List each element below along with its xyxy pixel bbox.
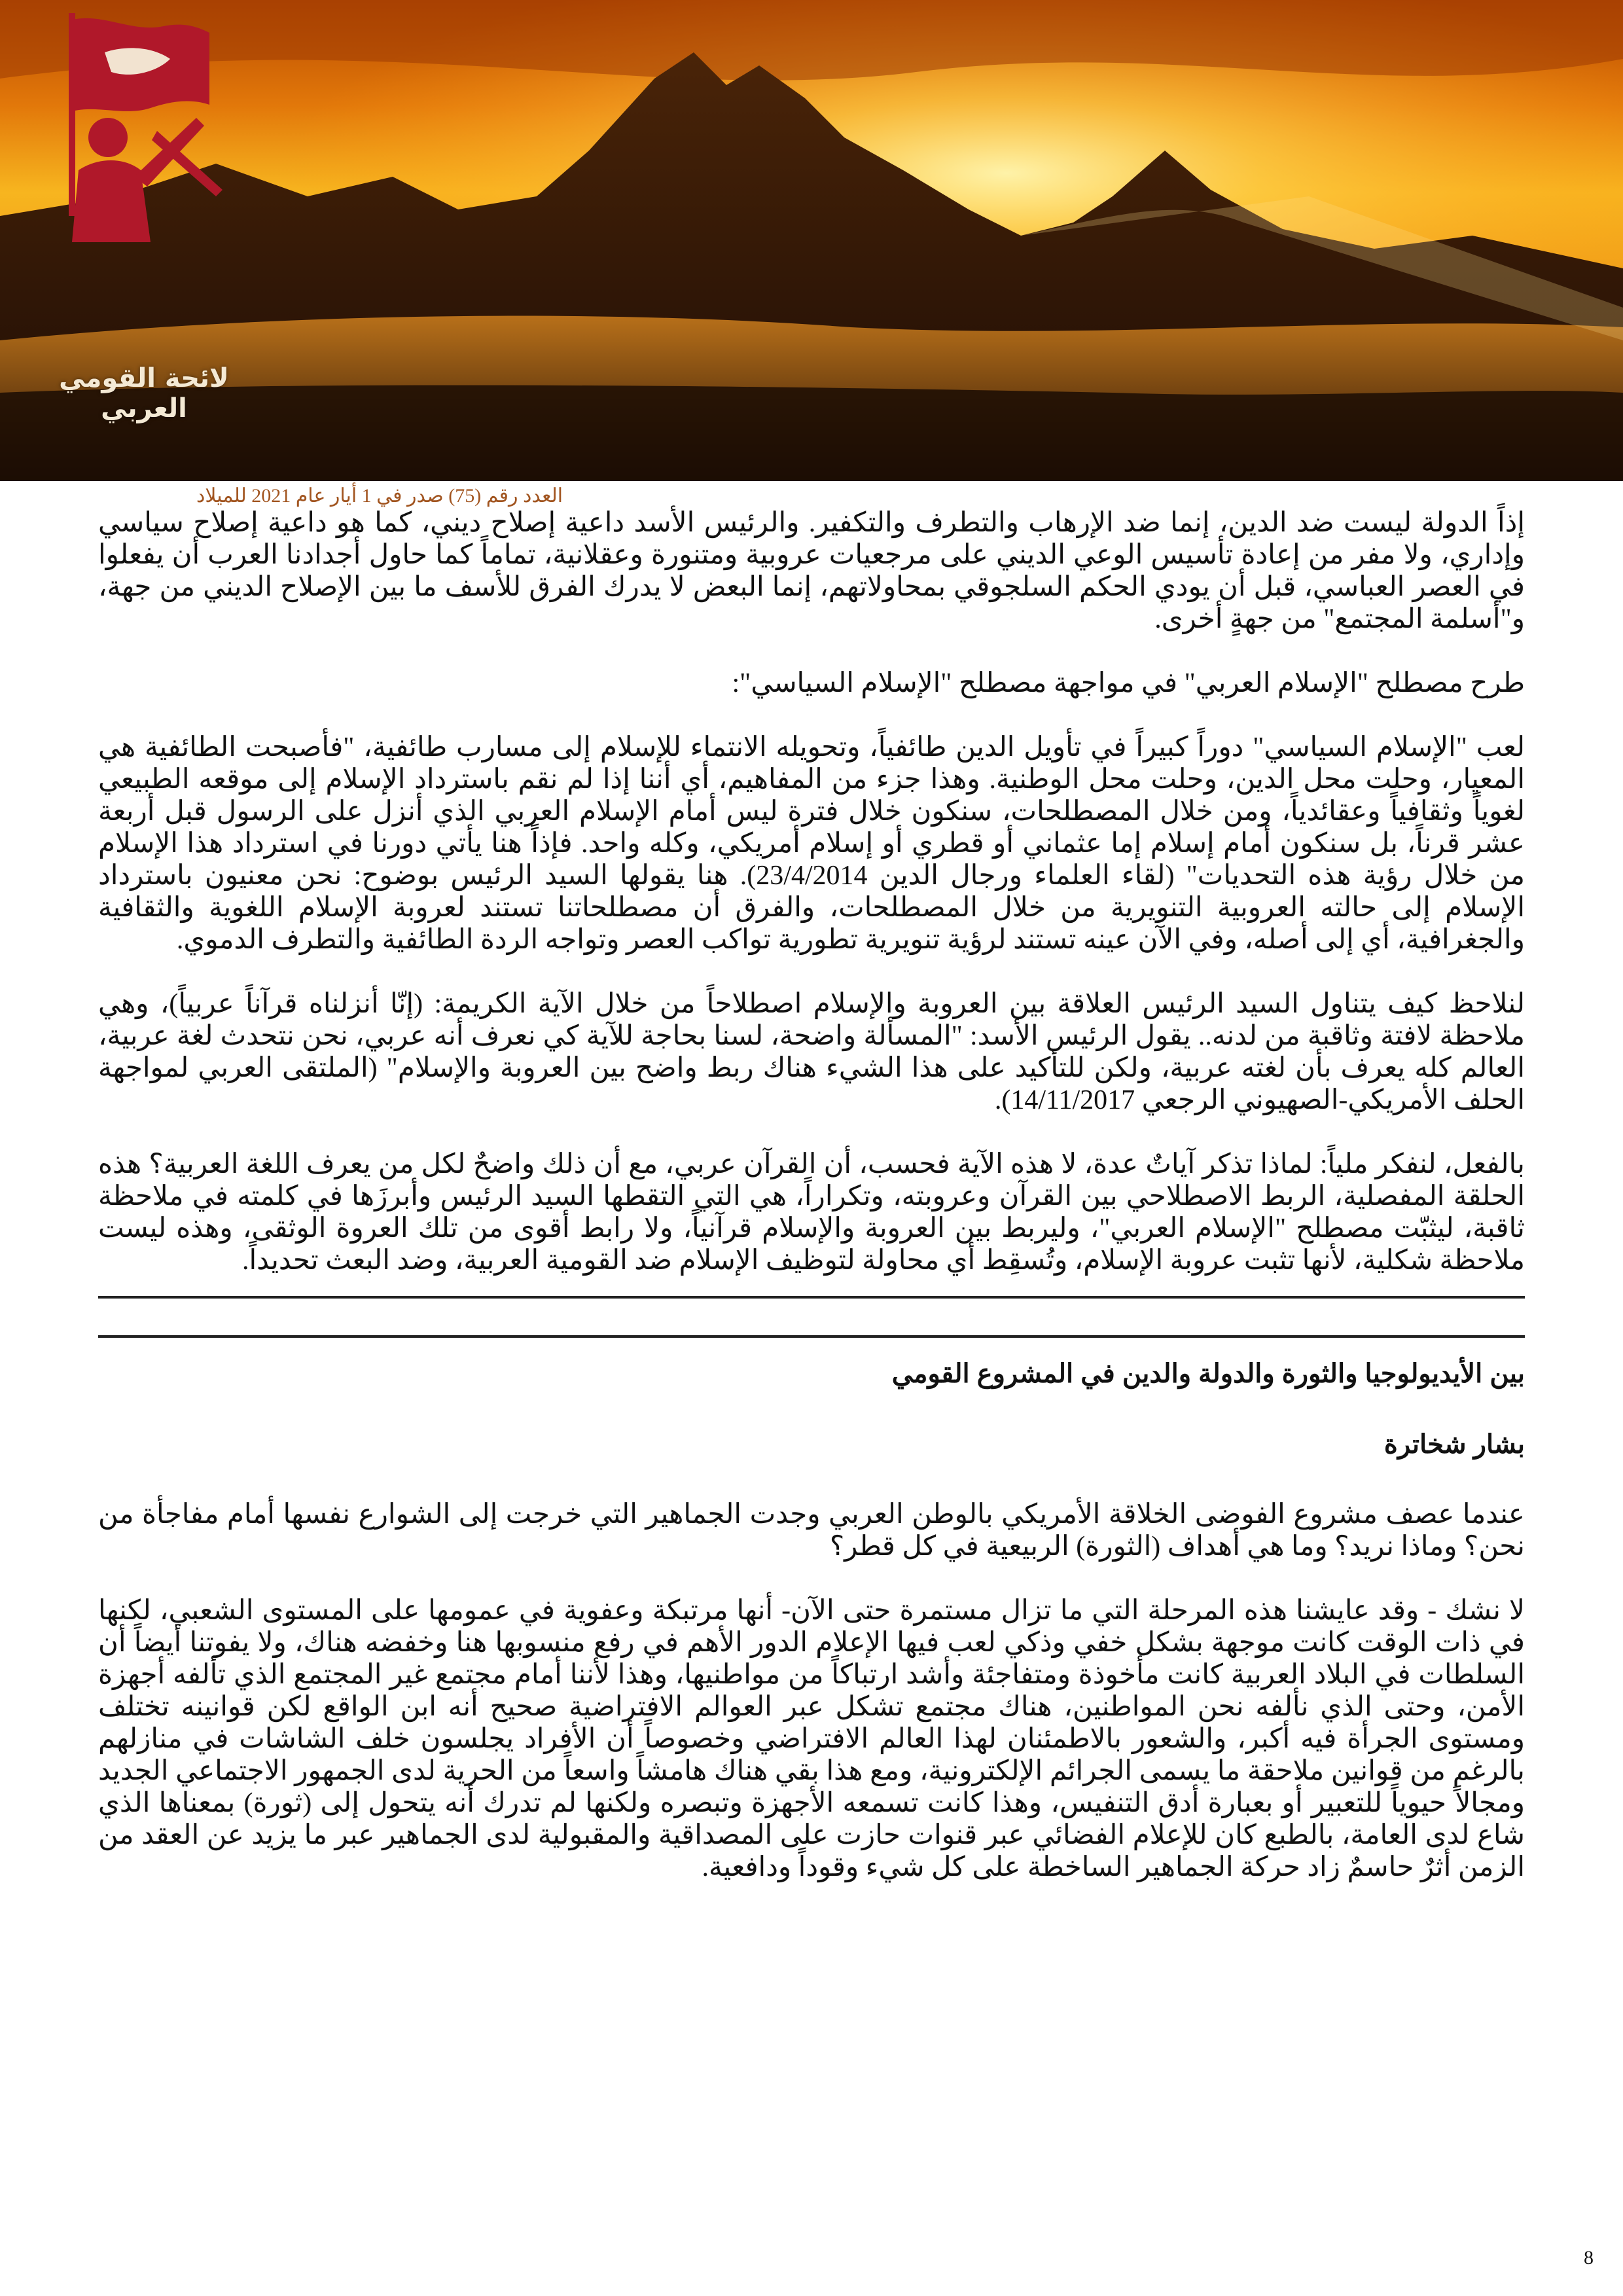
article2-author: بشار شخاترة	[1383, 1430, 1525, 1459]
separator-line	[98, 1296, 1525, 1299]
article1-paragraph-3: لعب "الإسلام السياسي" دوراً كبيراً في تأويل الدين طائفياً، وتحويله الانتماء للإسلام إلى مسارب طائفية، "فأصبحت الطائفية هي المعيار، وحلت محل الدين، وحلت محل الوطنية. وهذا جزء من المفاهيم، أي أننا إذا لم نقم باسترداد الإسلام إلى موقعه الطبيعي لغوياً وثقافياً وعقائدياً، ومن خلال المصطلحات، سنكون خلال فترة ليس أمام الإسلام العربي الذي أنزل على الرسول قبل أربعة عشر قرناً، بل سنكون أمام إسلام إما عثماني أو قطري أو إسلام أمريكي، وكله واحد. فإذاً هنا يأتي دورنا في استرداد هذا الإسلام من خلال رؤية هذه التحديات" (لقاء العلماء ورجال الدين 23/4/2014). هنا يقولها السيد الرئيس بوضوح: نحن معنيون باسترداد الإسلام إلى حالته العروبية التنويرية من خلال المصطلحات، والفرق أن مصطلحاتنا تستند لعروبة الإسلام اللغوية والثقافية والجغرافية، أي إلى أصله، وفي الآن عينه تستند لرؤية تنويرية تطورية تواكب العصر وتواجه الردة الطائفية والتطرف الدموي.	[98, 732, 1525, 955]
page-number: 8	[1584, 2247, 1594, 2269]
page-content	[98, 507, 1525, 1916]
article1-paragraph-4: لنلاحظ كيف يتناول السيد الرئيس العلاقة بين العروبة والإسلام اصطلاحاً من خلال الآية الكريمة: (إنّا أنزلناه قرآناً عربياً)، وهي ملاحظة لافتة وثاقبة من لدنه.. يقول الرئيس الأسد: "المسألة واضحة، لسنا بحاجة للآية كي نعرف أنه عربي، نحن نتحدث لغة عربية، العالم كله يعرف بأن لغته عربية، ولكن للتأكيد على هذا الشيء هناك ربط واضح بين العروبة والإسلام" (الملتقى العربي لمواجهة الحلف الأمريكي-الصهيوني الرجعي 14/11/2017).	[98, 989, 1525, 1115]
article1-paragraph-5: بالفعل، لنفكر ملياً: لماذا تذكر آياتٌ عدة، لا هذه الآية فحسب، أن القرآن عربي، مع أن ذلك واضحٌ لكل من يعرف اللغة العربية؟ هذه الحلقة المفصلية، الربط الاصطلاحي بين القرآن وعروبته، وتكراراً، هي التي التقطها السيد الرئيس وأبرزَها في كلمته في ملاحظة ثاقبة، ليثبّت مصطلح "الإسلام العربي"، وليربط بين العروبة والإسلام قرآنياً، ولا رابط أقوى من تلك العروة الوثقى، وهذه ليست ملاحظة شكلية، لأنها تثبت عروبة الإسلام، وتُسقِط أي محاولة لتوظيف الإسلام ضد القومية العربية، وضد البعث تحديداً.	[98, 1149, 1525, 1276]
logo-text: لائحة القومي العربي	[59, 363, 229, 423]
article2-paragraph-1: عندما عصف مشروع الفوضى الخلاقة الأمريكي بالوطن العربي وجدت الجماهير التي خرجت إلى الشوارع نفسها أمام مفاجأة من نحن؟ وماذا نريد؟ وما هي أهداف (الثورة) الربيعية في كل قطر؟	[98, 1499, 1525, 1562]
article1-subheading: طرح مصطلح "الإسلام العربي" في مواجهة مصطلح "الإسلام السياسي":	[732, 668, 1525, 698]
flag-fighter-logo	[0, 0, 249, 275]
article2-title: بين الأيديولوجيا والثورة والدولة والدين في المشروع القومي	[891, 1359, 1525, 1388]
separator-line	[98, 1335, 1525, 1338]
header-banner	[0, 0, 1623, 481]
article1-paragraph-1: إذاً الدولة ليست ضد الدين، إنما ضد الإرهاب والتطرف والتكفير. والرئيس الأسد داعية إصلاح ديني، كما هو داعية إصلاح سياسي وإداري، ولا مفر من إعادة تأسيس الوعي الديني على مرجعيات عروبية ومتنورة وعقلانية، تماماً كما حاول أجدادنا العرب أن يفعلوا في العصر العباسي، قبل أن يودي الحكم السلجوقي بمحاولاتهم، إنما البعض لا يدرك الفرق للأسف ما بين الإصلاح الديني من جهة، و"أسلمة المجتمع" من جهةٍ أخرى.	[98, 508, 1525, 634]
article2-paragraph-2: لا نشك - وقد عايشنا هذه المرحلة التي ما تزال مستمرة حتى الآن- أنها مرتبكة وعفوية في عمومها على المستوى الشعبي، لكنها في ذات الوقت كانت موجهة بشكل خفي وذكي لعب فيها الإعلام الدور الأهم في رفع منسوبها هنا وخفضه هناك، ولا يفوتنا أيضاً أن السلطات في البلاد العربية كانت مأخوذة ومتفاجئة وأشد ارتباكاً من مواطنيها، وهذا لأننا أمام مجتمع غير المجتمع الذي تألفه أجهزة الأمن، وحتى الذي نألفه نحن المواطنين، هناك مجتمع تشكل عبر العوالم الافتراضية صحيح أنه ابن الواقع لكن قوانينه تختلف ومستوى الجرأة فيه أكبر، والشعور بالاطمئنان لهذا العالم الافتراضي وخصوصاً أن الأفراد يجلسون خلف الشاشات في منازلهم بالرغم من قوانين ملاحقة ما يسمى الجرائم الإلكترونية، ومع هذا بقي هناك هامشاً واسعاً من الحرية لدى الجمهور الاجتماعي الجديد ومجالاً حيوياً للتعبير أو بعبارة أدق التنفيس، وهذا كانت تسمعه الأجهزة وتبصره ولكنها لم تدرك أنه يتحول إلى (ثورة) بمعناها الذي شاع لدى العامة، بالطبع كان للإعلام الفضائي عبر قنوات حازت على المصداقية والمقبولية لدى الجماهير عبر ما يزيد عن العقد من الزمن أثرٌ حاسمٌ زاد حركة الجماهير الساخطة على كل شيء وقوداً ودافعية.	[98, 1596, 1525, 1882]
issue-line: العدد رقم (75) صدر في 1 أيار عام 2021 للميلاد	[196, 485, 563, 507]
